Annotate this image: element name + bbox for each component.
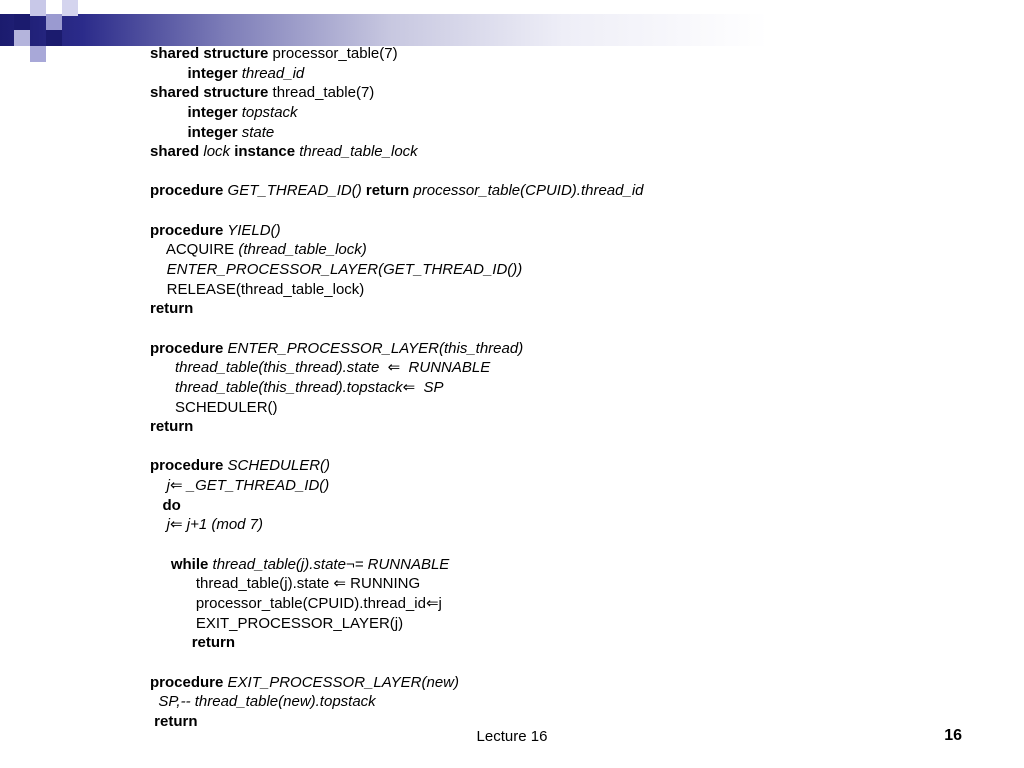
code-token [150,65,188,82]
code-line [150,142,644,162]
decor-square [14,30,30,46]
code-token: YIELD() [223,221,281,239]
code-token: shared [150,143,200,161]
code-line [150,319,644,339]
code-token [150,497,163,514]
code-line [150,692,644,712]
code-token: return [154,712,198,730]
code-line [150,653,644,673]
code-token: shared structure [150,84,269,102]
code-line [150,221,644,241]
code-token: lock [199,143,231,161]
code-line [150,339,644,359]
code-token [150,104,188,121]
code-token: procedure [150,457,224,475]
code-token: thread_table(j).state ⇐ RUNNING [150,575,421,593]
code-token: ENTER_PROCESSOR_LAYER(this_thread) [223,339,524,357]
code-line [150,378,644,398]
code-token: return [191,634,236,652]
code-token: thread_table_lock [295,143,418,161]
code-token: ACQUIRE [150,241,239,259]
code-token: procedure [150,339,224,357]
code-line [150,103,644,123]
decor-square [14,14,30,30]
code-token [150,124,188,141]
code-line [150,162,644,182]
code-token: return [365,182,410,200]
code-token: thread_table(this_thread).state ⇐ RUNNABLE [150,359,491,377]
code-line [150,594,644,614]
code-token: processor_table(CPUID).thread_id⇐j [150,594,442,612]
code-line [150,83,644,103]
code-line [150,535,644,555]
code-line [150,44,644,64]
code-token: processor_table(CPUID).thread_id [409,182,644,200]
code-token: j⇐ _GET_THREAD_ID() [150,477,330,495]
code-token: shared structure [150,45,269,62]
code-token: return [150,300,194,318]
code-token [150,634,192,651]
code-token: ENTER_PROCESSOR_LAYER(GET_THREAD_ID()) [166,261,523,279]
code-token: state [237,123,275,141]
code-line [150,398,644,418]
code-token: while [170,555,209,573]
code-line [150,280,644,300]
code-line [150,201,644,221]
code-token: thread_id [237,64,305,82]
code-line [150,240,644,260]
code-line [150,456,644,476]
decor-square [46,30,62,46]
code-line [150,299,644,319]
code-line [150,633,644,653]
code-line [150,614,644,634]
decor-square [30,0,46,16]
code-token: procedure [150,221,224,239]
code-token: do [162,496,181,514]
code-token: thread_table(this_thread).topstack⇐ SP [150,378,444,396]
code-token: EXIT_PROCESSOR_LAYER(j) [150,614,404,632]
code-line [150,476,644,496]
title-gradient-bar [0,14,1024,46]
code-token: procedure [150,673,224,691]
code-token: thread_table(j).state¬= RUNNABLE [208,555,450,573]
code-token: instance [230,143,296,161]
code-line [150,437,644,457]
code-token [150,261,167,278]
pseudocode-block [150,44,644,731]
code-token: integer [187,64,238,82]
code-line [150,123,644,143]
code-line [150,358,644,378]
code-line [150,260,644,280]
code-line [150,181,644,201]
code-line [150,417,644,437]
code-token: integer [187,103,238,121]
code-line [150,673,644,693]
code-token [150,556,171,573]
code-token: EXIT_PROCESSOR_LAYER(new) [223,673,459,691]
code-token: thread_table(7) [268,84,375,102]
decor-square [30,46,46,62]
code-token: (thread_table_lock) [238,241,367,259]
code-line [150,64,644,84]
footer-lecture-label: Lecture 16 [476,728,548,745]
code-token: return [150,418,194,436]
code-line [150,496,644,516]
code-token: SP,-- thread_table(new).topstack [150,693,376,711]
decor-square [62,0,78,16]
code-token: procedure [150,182,224,200]
code-token: integer [187,123,238,141]
code-token: processor_table(7) [268,45,398,62]
decor-square [46,14,62,30]
page-number: 16 [944,727,962,744]
code-token: topstack [237,103,298,121]
code-line [150,574,644,594]
code-token: SCHEDULER() [150,398,278,416]
code-token: RELEASE(thread_table_lock) [150,280,365,298]
code-line [150,515,644,535]
code-token: GET_THREAD_ID() [223,182,366,200]
code-token: j⇐ j+1 (mod 7) [150,516,264,534]
code-line [150,555,644,575]
code-token: SCHEDULER() [223,457,331,475]
